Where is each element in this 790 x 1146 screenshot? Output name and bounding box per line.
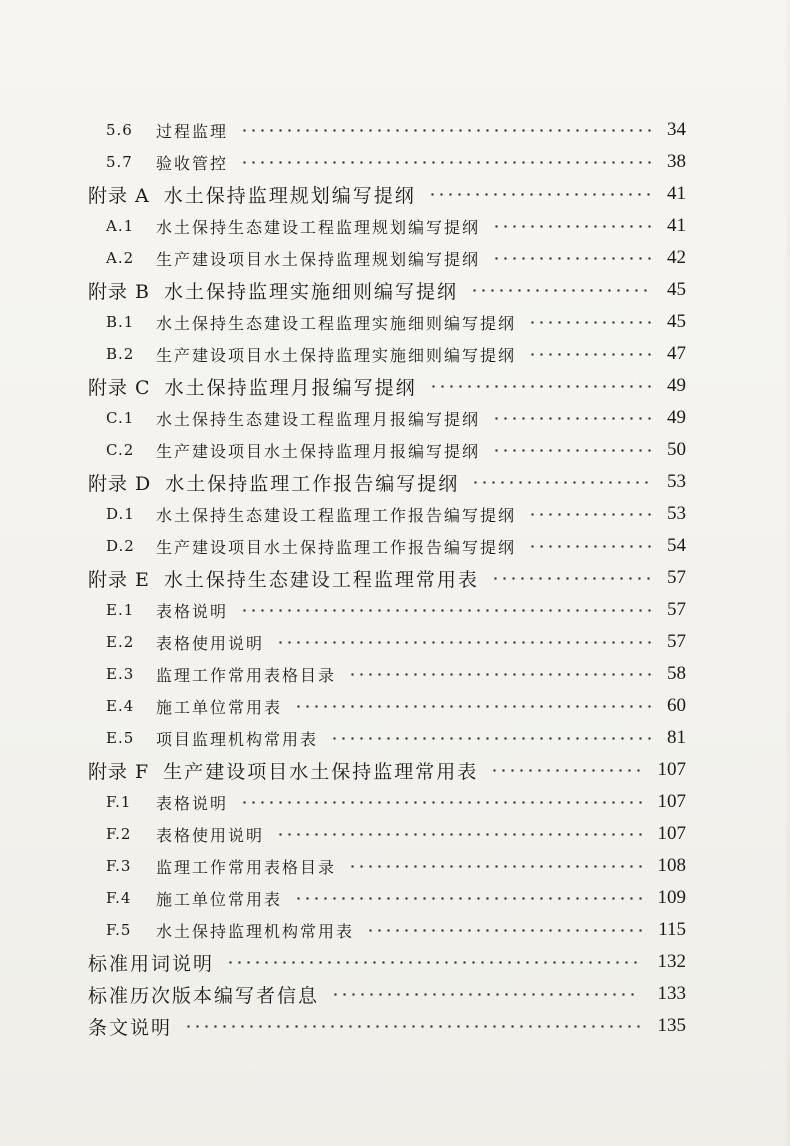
toc-entry-title: 表格说明 <box>156 601 229 621</box>
toc-page-number: 38 <box>667 151 686 172</box>
toc-page-number: 50 <box>667 439 686 460</box>
toc-entry-title: 生产建设项目水土保持监理规划编写提纲 <box>156 249 481 269</box>
toc-page-number: 41 <box>667 215 686 236</box>
toc-dot-leader <box>294 705 654 708</box>
toc-dot-leader <box>492 417 654 420</box>
toc-entry-title: 表格使用说明 <box>156 825 265 845</box>
toc-page-number: 108 <box>657 855 686 876</box>
toc-dot-leader <box>330 737 654 740</box>
toc-page-number: 81 <box>667 727 686 748</box>
toc-entry-number: 附录 E <box>88 568 150 591</box>
toc-subsection-entry <box>0 146 790 178</box>
toc-subsection-entry <box>0 338 790 370</box>
toc-dot-leader <box>490 769 643 772</box>
toc-entry-number: C.2 <box>106 441 135 459</box>
toc-page-number: 58 <box>667 663 686 684</box>
toc-appendix-entry <box>0 754 790 786</box>
toc-page-number: 57 <box>667 599 686 620</box>
toc-entry-title: 水土保持生态建设工程监理月报编写提纲 <box>156 409 481 429</box>
toc-entry-title: 标准历次版本编写者信息 <box>88 984 320 1007</box>
toc-appendix-entry <box>0 178 790 210</box>
toc-page-number: 49 <box>667 407 686 428</box>
toc-entry-number: C.1 <box>106 409 135 427</box>
toc-page-number: 53 <box>667 471 686 492</box>
toc-entry-title: 生产建设项目水土保持监理月报编写提纲 <box>156 441 481 461</box>
toc-dot-leader <box>240 129 654 132</box>
toc-page-number: 107 <box>657 759 686 780</box>
toc-page-number: 34 <box>667 119 686 140</box>
toc-entry-number: A.2 <box>106 249 135 267</box>
toc-subsection-entry <box>0 498 790 530</box>
table-of-contents <box>0 114 790 1042</box>
toc-dot-leader <box>491 577 653 580</box>
toc-entry-number: E.5 <box>106 729 135 747</box>
toc-entry-title: 验收管控 <box>156 153 229 173</box>
page-edge-shadow <box>784 0 790 1146</box>
toc-subsection-entry <box>0 594 790 626</box>
toc-dot-leader <box>470 289 650 292</box>
toc-page-number: 115 <box>658 919 686 940</box>
toc-subsection-entry <box>0 658 790 690</box>
toc-dot-leader <box>276 833 645 836</box>
toc-subsection-entry <box>0 722 790 754</box>
toc-page-number: 45 <box>667 279 686 300</box>
toc-dot-leader <box>528 321 654 324</box>
toc-subsection-entry <box>0 850 790 882</box>
toc-entry-number: 5.7 <box>106 153 133 171</box>
toc-page-number: 60 <box>667 695 686 716</box>
toc-entry-number: F.2 <box>106 825 132 843</box>
toc-subsection-entry <box>0 914 790 946</box>
toc-dot-leader <box>429 385 654 388</box>
toc-entry-number: E.4 <box>106 697 135 715</box>
toc-entry-title: 施工单位常用表 <box>156 697 283 717</box>
toc-page-number: 107 <box>657 823 686 844</box>
toc-subsection-entry <box>0 530 790 562</box>
toc-entry-number: B.1 <box>106 313 135 331</box>
toc-section-entry <box>0 1010 790 1042</box>
toc-dot-leader <box>294 897 645 900</box>
toc-entry-title: 过程监理 <box>156 121 229 141</box>
toc-entry-title: 水土保持监理月报编写提纲 <box>164 376 417 399</box>
toc-entry-number: 附录 A <box>88 184 150 207</box>
toc-subsection-entry <box>0 882 790 914</box>
toc-entry-title: 监理工作常用表格目录 <box>156 665 337 685</box>
toc-entry-title: 水土保持监理规划编写提纲 <box>163 184 416 207</box>
toc-dot-leader <box>428 193 653 196</box>
toc-page-number: 135 <box>657 1015 686 1036</box>
toc-entry-title: 标准用词说明 <box>88 952 215 975</box>
toc-entry-title: 水土保持生态建设工程监理规划编写提纲 <box>156 217 481 237</box>
toc-dot-leader <box>492 449 654 452</box>
toc-entry-number: F.1 <box>106 793 132 811</box>
toc-page-number: 45 <box>667 311 686 332</box>
toc-dot-leader <box>528 353 654 356</box>
toc-entry-title: 水土保持监理工作报告编写提纲 <box>165 472 460 495</box>
toc-page-number: 107 <box>657 791 686 812</box>
toc-dot-leader <box>226 961 640 964</box>
toc-dot-leader <box>366 929 645 932</box>
toc-dot-leader <box>240 801 645 804</box>
toc-subsection-entry <box>0 434 790 466</box>
toc-dot-leader <box>276 641 654 644</box>
toc-entry-number: D.2 <box>106 537 135 555</box>
toc-entry-number: 5.6 <box>106 121 133 139</box>
toc-subsection-entry <box>0 786 790 818</box>
toc-entry-number: F.4 <box>106 889 132 907</box>
toc-entry-number: E.3 <box>106 665 135 683</box>
toc-entry-title: 生产建设项目水土保持监理常用表 <box>163 760 479 783</box>
toc-appendix-entry <box>0 562 790 594</box>
toc-page-number: 54 <box>667 535 686 556</box>
toc-entry-number: E.2 <box>106 633 135 651</box>
toc-dot-leader <box>528 545 654 548</box>
toc-dot-leader <box>471 481 651 484</box>
toc-page-number: 133 <box>657 983 686 1004</box>
toc-dot-leader <box>348 865 645 868</box>
toc-subsection-entry <box>0 114 790 146</box>
toc-entry-title: 水土保持生态建设工程监理常用表 <box>163 568 479 591</box>
toc-dot-leader <box>240 161 654 164</box>
toc-appendix-entry <box>0 466 790 498</box>
toc-entry-number: F.5 <box>106 921 132 939</box>
toc-subsection-entry <box>0 242 790 274</box>
toc-entry-number: 附录 D <box>88 472 152 495</box>
toc-page-number: 57 <box>667 567 686 588</box>
toc-entry-title: 生产建设项目水土保持监理工作报告编写提纲 <box>156 537 517 557</box>
toc-entry-title: 表格使用说明 <box>156 633 265 653</box>
toc-subsection-entry <box>0 626 790 658</box>
toc-entry-number: A.1 <box>106 217 135 235</box>
toc-subsection-entry <box>0 210 790 242</box>
toc-entry-title: 条文说明 <box>88 1016 173 1039</box>
toc-entry-title: 项目监理机构常用表 <box>156 729 319 749</box>
toc-entry-number: 附录 B <box>88 280 151 303</box>
toc-page-number: 42 <box>667 247 686 268</box>
toc-page-number: 49 <box>667 375 686 396</box>
toc-subsection-entry <box>0 306 790 338</box>
toc-page-number: 41 <box>667 183 686 204</box>
toc-page-number: 47 <box>667 343 686 364</box>
toc-dot-leader <box>184 1025 643 1028</box>
toc-section-entry <box>0 946 790 978</box>
toc-subsection-entry <box>0 402 790 434</box>
toc-entry-title: 水土保持监理实施细则编写提纲 <box>164 280 459 303</box>
toc-entry-title: 水土保持监理机构常用表 <box>156 921 355 941</box>
toc-dot-leader <box>492 225 654 228</box>
toc-appendix-entry <box>0 274 790 306</box>
toc-section-entry <box>0 978 790 1010</box>
toc-entry-title: 水土保持生态建设工程监理工作报告编写提纲 <box>156 505 517 525</box>
toc-page-number: 57 <box>667 631 686 652</box>
toc-entry-number: 附录 F <box>88 760 150 783</box>
toc-dot-leader <box>348 673 654 676</box>
toc-page-number: 109 <box>657 887 686 908</box>
toc-entry-title: 水土保持生态建设工程监理实施细则编写提纲 <box>156 313 517 333</box>
toc-page-number: 132 <box>657 951 686 972</box>
toc-dot-leader <box>528 513 654 516</box>
toc-entry-number: 附录 C <box>88 376 151 399</box>
toc-dot-leader <box>240 609 654 612</box>
toc-entry-title: 监理工作常用表格目录 <box>156 857 337 877</box>
toc-appendix-entry <box>0 370 790 402</box>
toc-entry-number: D.1 <box>106 505 135 523</box>
toc-entry-title: 表格说明 <box>156 793 229 813</box>
toc-subsection-entry <box>0 690 790 722</box>
toc-dot-leader <box>492 257 654 260</box>
toc-entry-number: E.1 <box>106 601 135 619</box>
toc-entry-number: B.2 <box>106 345 135 363</box>
toc-entry-number: F.3 <box>106 857 132 875</box>
toc-entry-title: 生产建设项目水土保持监理实施细则编写提纲 <box>156 345 517 365</box>
toc-page-number: 53 <box>667 503 686 524</box>
toc-dot-leader <box>331 993 637 996</box>
toc-subsection-entry <box>0 818 790 850</box>
toc-entry-title: 施工单位常用表 <box>156 889 283 909</box>
